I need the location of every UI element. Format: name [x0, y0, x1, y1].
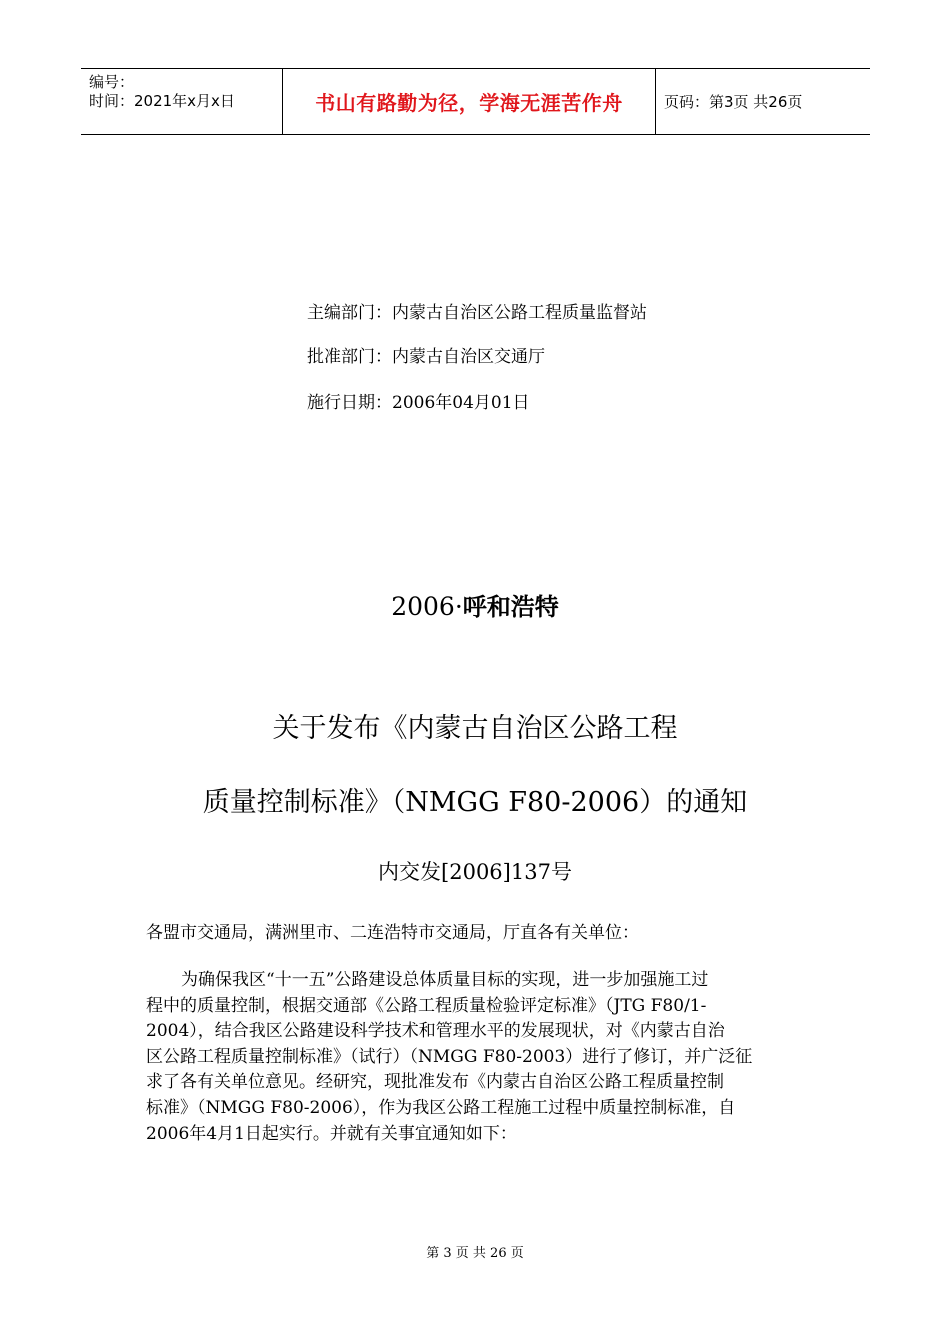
header-left-cell: [81, 69, 282, 134]
effective-date: 施行日期：2006年04月01日: [307, 393, 530, 413]
number-label: 编号：: [89, 73, 135, 91]
time-label: 时间：2021年x月x日: [89, 92, 235, 110]
body-line: 2006年4月1日起实行。并就有关事宜通知如下：: [146, 1123, 517, 1144]
place-year-number: 2006·: [391, 592, 463, 621]
addressee: 各盟市交通局，满洲里市、二连浩特市交通局，厅直各有关单位：: [146, 923, 639, 943]
body-line: 标准》（NMGG F80-2006），作为我区公路工程施工过程中质量控制标准，自: [146, 1097, 736, 1118]
body-line: 区公路工程质量控制标准》（试行）（NMGG F80-2003）进行了修订，并广泛征: [146, 1046, 753, 1067]
editor-department: 主编部门：内蒙古自治区公路工程质量监督站: [307, 303, 647, 323]
body-line: 2004），结合我区公路建设科学技术和管理水平的发展现状，对《内蒙古自治: [146, 1021, 725, 1042]
document-number: 内交发[2006]137号: [378, 860, 572, 884]
place-city: 呼和浩特: [462, 593, 559, 621]
header-table: [81, 68, 870, 135]
body-paragraph: [146, 968, 806, 1147]
place-year: [0, 592, 950, 622]
header-motto: 书山有路勤为径，学海无涯苦作舟: [282, 69, 656, 134]
notice-title-line-1: 关于发布《内蒙古自治区公路工程: [272, 713, 678, 744]
body-line: 程中的质量控制，根据交通部《公路工程质量检验评定标准》（JTG F80/1-: [146, 995, 707, 1016]
body-line: 为确保我区“十一五”公路建设总体质量目标的实现，进一步加强施工过: [181, 970, 709, 990]
page-footer: 第 3 页 共 26 页: [426, 1246, 524, 1261]
approver-department: 批准部门：内蒙古自治区交通厅: [307, 347, 545, 367]
header-page-label: 页码：第3页 共26页: [664, 93, 803, 111]
body-line: 求了各有关单位意见。经研究，现批准发布《内蒙古自治区公路工程质量控制: [146, 1072, 724, 1093]
notice-title-line-2: 质量控制标准》（NMGG F80-2006）的通知: [202, 787, 748, 818]
